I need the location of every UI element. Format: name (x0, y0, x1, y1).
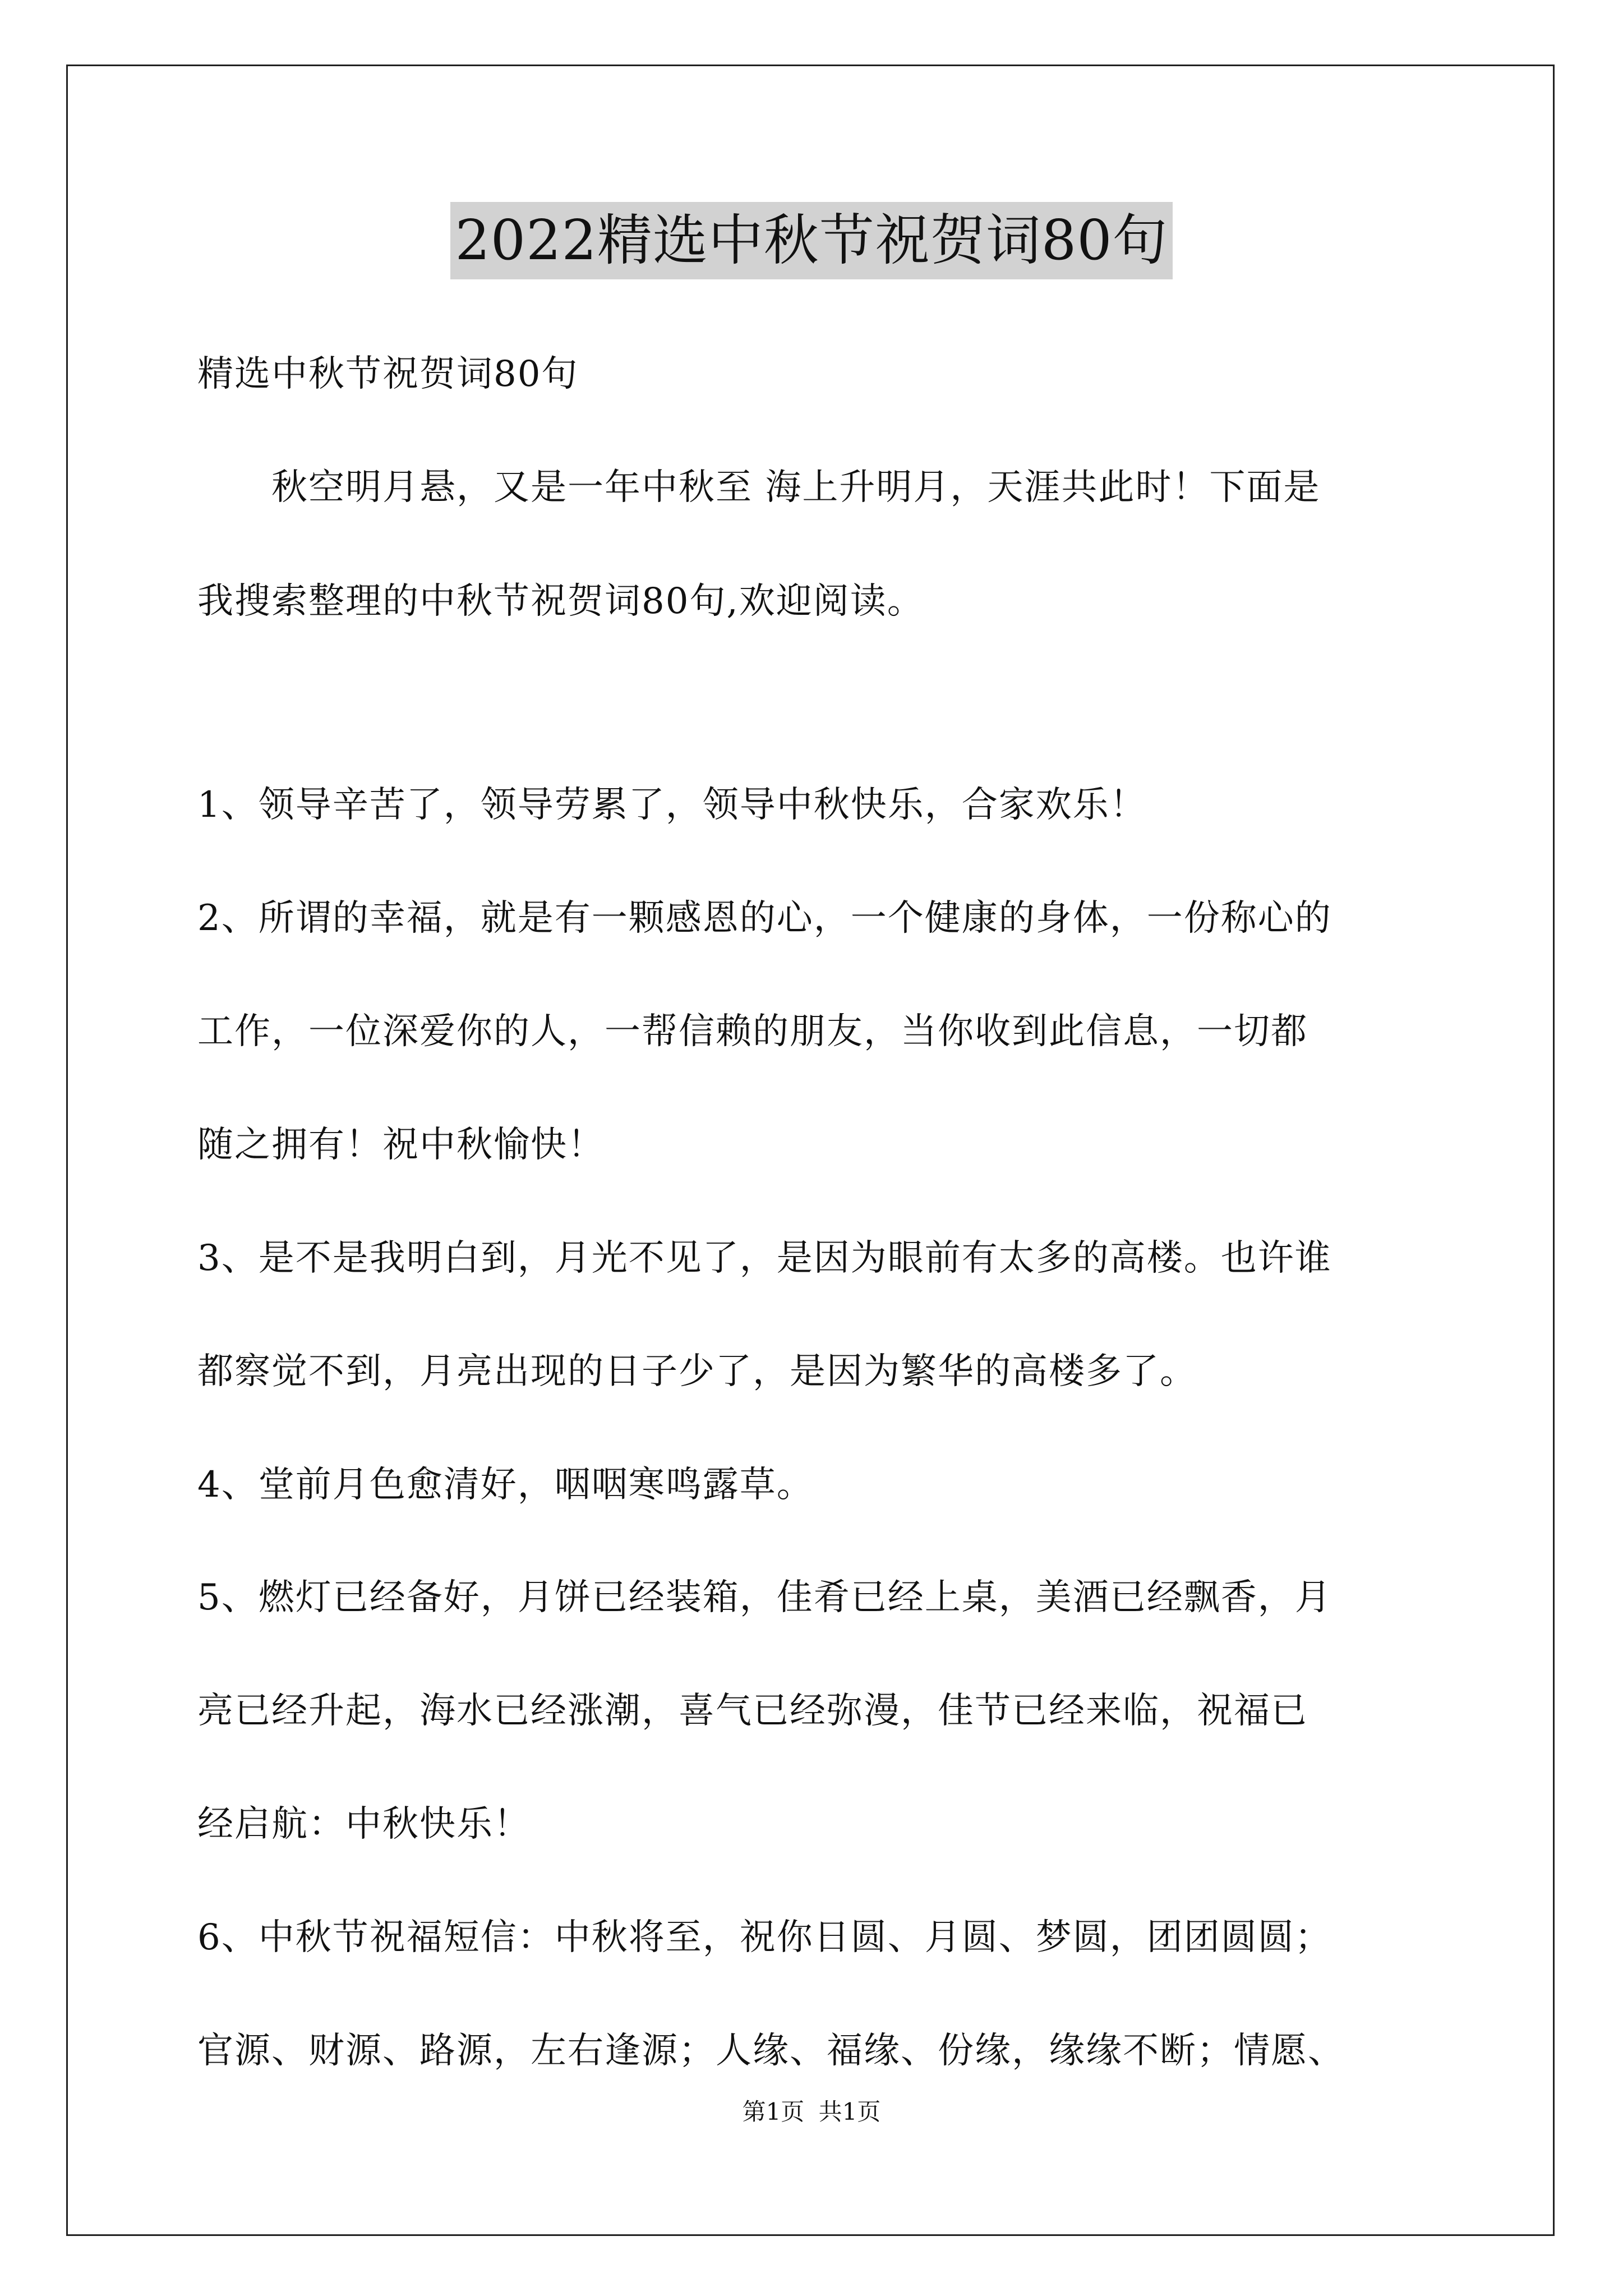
text-line: 我搜索整理的中秋节祝贺词80句,欢迎阅读。 (197, 581, 924, 622)
text-line: 官源、财源、路源，左右逢源；人缘、福缘、份缘，缘缘不断；情愿、 (197, 2030, 1345, 2072)
page-total: 共1页 (818, 2098, 881, 2125)
text-line: 随之拥有！祝中秋愉快！ (197, 1124, 605, 1166)
text-line: 经启航：中秋快乐！ (197, 1803, 531, 1845)
list-item: 1、领导辛苦了，领导劳累了，领导中秋快乐，合家欢乐！ (197, 784, 1147, 826)
page-number: 第1页 (742, 2098, 805, 2125)
text-line: 秋空明月悬，又是一年中秋至 海上升明月，天涯共此时！下面是 (197, 467, 1321, 508)
text-line: 精选中秋节祝贺词80句 (197, 353, 579, 395)
text-line: 都察觉不到，月亮出现的日子少了，是因为繁华的高楼多了。 (197, 1351, 1197, 1392)
text-line: 工作，一位深爱你的人，一帮信赖的朋友，当你收到此信息，一切都 (197, 1011, 1308, 1052)
list-item: 4、堂前月色愈清好，咽咽寒鸣露草。 (197, 1464, 814, 1506)
list-item: 3、是不是我明白到，月光不见了，是因为眼前有太多的高楼。也许谁 (197, 1237, 1332, 1279)
list-item: 2、所谓的幸福，就是有一颗感恩的心，一个健康的身体，一份称心的 (197, 898, 1332, 939)
list-item: 5、燃灯已经备好，月饼已经装箱，佳肴已经上桌，美酒已经飘香，月 (197, 1577, 1332, 1618)
document-title: 2022精选中秋节祝贺词80句 (450, 202, 1172, 279)
list-item: 6、中秋节祝福短信：中秋将至，祝你日圆、月圆、梦圆，团团圆圆； (197, 1917, 1332, 1958)
text-line: 亮已经升起，海水已经涨潮，喜气已经弥漫，佳节已经来临，祝福已 (197, 1690, 1308, 1732)
title-container (0, 202, 1623, 279)
page-footer (0, 2096, 1623, 2128)
